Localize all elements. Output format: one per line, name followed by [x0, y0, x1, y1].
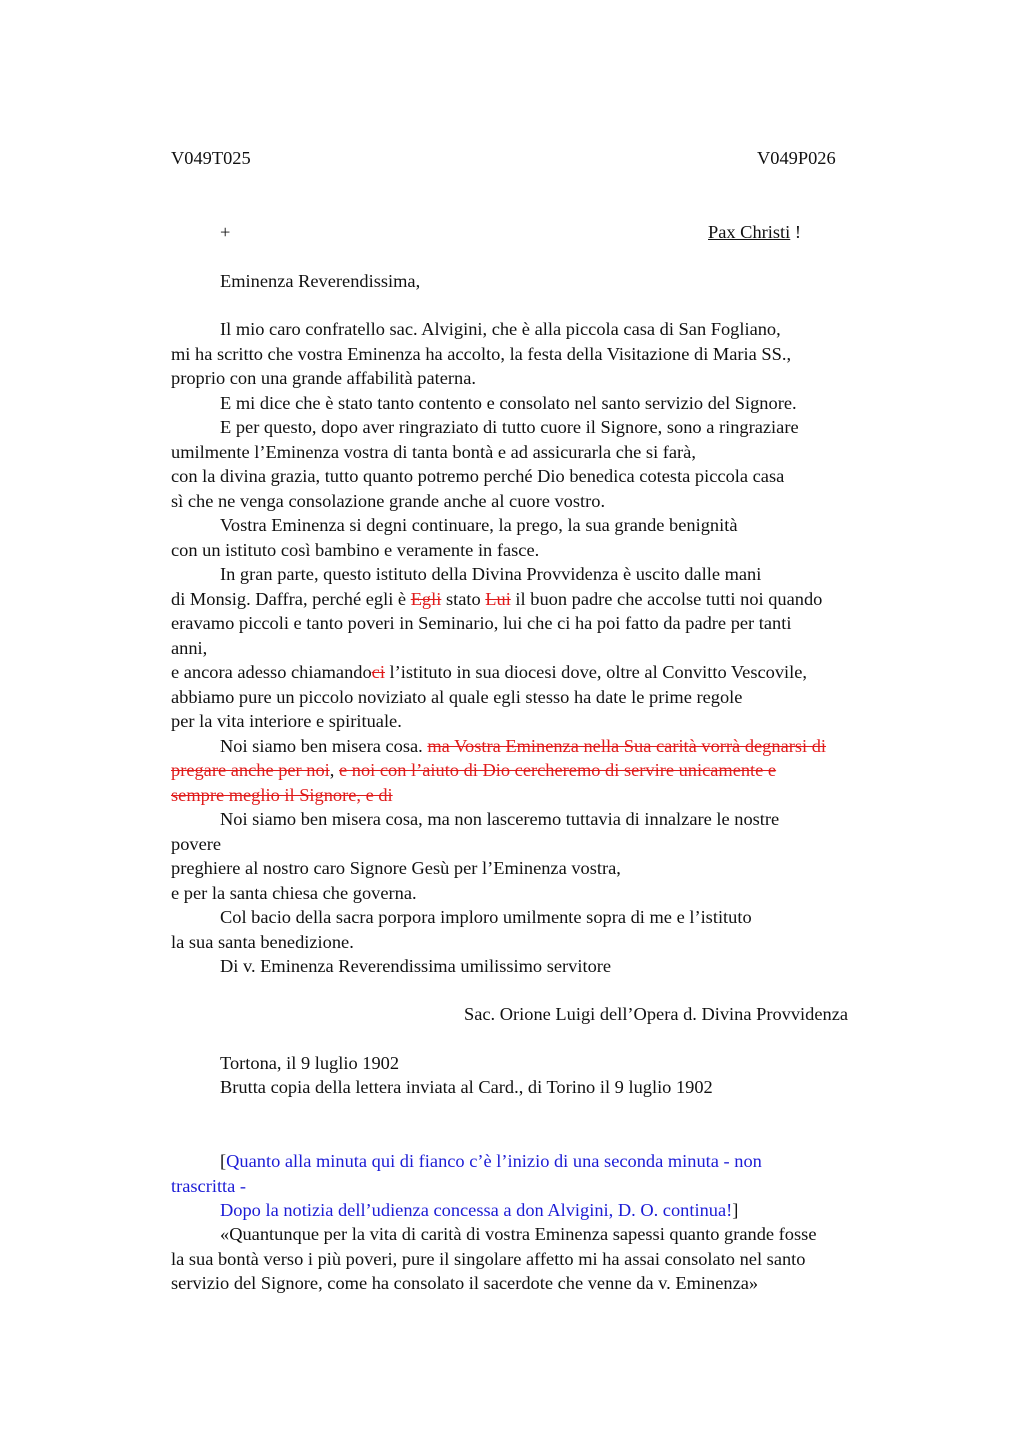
p5-line-5: [171, 660, 911, 685]
p5-line-4: anni,: [171, 637, 208, 658]
header-left-code: V049T025: [171, 148, 251, 168]
p1-line-3: proprio con una grande affabilità paterna.: [171, 368, 477, 388]
header-right-code: V049P026: [757, 148, 836, 168]
deleted-text: ma Vostra Eminenza nella Sua carità vorrà degnarsi di: [427, 735, 827, 756]
deleted-text: pregare anche per noi: [171, 760, 330, 780]
salutation: Eminenza Reverendissima,: [220, 271, 421, 291]
closing-line: Di v. Eminenza Reverendissima umilissimo servitore: [220, 956, 612, 976]
p5-l2-c: il buon padre che accolse tutti noi quando: [510, 588, 823, 609]
p2-line-1: E mi dice che è stato tanto contento e consolato nel santo servizio del Signore.: [220, 392, 797, 413]
p3-line-4: sì che ne venga consolazione grande anche al cuore vostro.: [171, 490, 606, 511]
p7-line-4: e per la santa chiesa che governa.: [171, 882, 417, 903]
p1-line-1: Il mio caro confratello sac. Alvigini, che è alla piccola casa di San Fogliano,: [220, 319, 781, 339]
deleted-text: sempre meglio il Signore, e di: [171, 784, 393, 805]
cross-symbol: +: [220, 222, 231, 242]
quote-line-1: «Quantunque per la vita di carità di vostra Eminenza sapessi quanto grande fosse: [220, 1224, 817, 1244]
p5-line-6: abbiamo pure un piccolo noviziato al quale egli stesso ha date le prime regole: [171, 686, 743, 707]
pax-christi: [708, 220, 801, 245]
deleted-text: Lui: [485, 588, 511, 609]
p4-line-1: Vostra Eminenza si degni continuare, la prego, la sua grande benignità: [220, 515, 738, 535]
place-date: Tortona, il 9 luglio 1902: [220, 1053, 400, 1073]
p5-l5-b: l’istituto in sua diocesi dove, oltre al Convitto Vescovile,: [384, 662, 808, 682]
p1-line-2: mi ha scritto che vostra Eminenza ha accolto, la festa della Visitazione di Maria SS.,: [171, 343, 792, 364]
p5-line-1: In gran parte, questo istituto della Divina Provvidenza è uscito dalle mani: [220, 564, 762, 584]
p7-line-1: Noi siamo ben misera cosa, ma non lasceremo tuttavia di innalzare le nostre: [220, 809, 780, 829]
editor-note-line-1: [220, 1149, 762, 1174]
deleted-text: ci: [371, 662, 385, 682]
bracket-open: [: [220, 1151, 227, 1171]
p7-line-2: povere: [171, 833, 222, 854]
p6-l2-sep: ,: [329, 760, 339, 780]
editor-note-text: Quanto alla minuta qui di fianco c’è l’inizio di una seconda minuta - non: [226, 1151, 762, 1171]
p6-line-3: [171, 783, 911, 808]
p3-line-3: con la divina grazia, tutto quanto potremo perché Dio benedica cotesta piccola casa: [171, 466, 785, 486]
p8-line-1: Col bacio della sacra porpora imploro umilmente sopra di me e l’istituto: [220, 907, 752, 927]
p7-line-3: preghiere al nostro caro Signore Gesù per l’Eminenza vostra,: [171, 858, 621, 878]
p3-line-2: umilmente l’Eminenza vostra di tanta bontà e ad assicurarla che si farà,: [171, 441, 696, 462]
pax-christi-punct: !: [790, 222, 801, 242]
p8-line-2: la sua santa benedizione.: [171, 931, 354, 952]
editor-note-line-3: [220, 1198, 738, 1223]
p5-line-7: per la vita interiore e spirituale.: [171, 711, 402, 731]
p4-line-2: con un istituto così bambino e veramente in fasce.: [171, 539, 540, 560]
p5-l2-a: di Monsig. Daffra, perché egli è: [171, 588, 411, 609]
p5-line-2: [171, 587, 911, 612]
p6-line-2: [171, 758, 911, 783]
p5-l5-a: e ancora adesso chiamando: [171, 662, 372, 682]
bracket-close: ]: [732, 1200, 739, 1220]
p5-l2-b: stato: [441, 588, 486, 609]
p6-l1-a: Noi siamo ben misera cosa.: [220, 735, 428, 756]
editor-note-line-2: trascritta -: [171, 1176, 247, 1196]
copy-note: Brutta copia della lettera inviata al Card., di Torino il 9 luglio 1902: [220, 1077, 713, 1097]
p3-line-1: E per questo, dopo aver ringraziato di tutto cuore il Signore, sono a ringraziare: [220, 417, 799, 437]
letter-body: [171, 317, 911, 979]
editor-note-text: Dopo la notizia dell’udienza concessa a don Alvigini, D. O. continua!: [220, 1200, 733, 1220]
pax-christi-text: Pax Christi: [708, 222, 791, 242]
quote-line-2: la sua bontà verso i più poveri, pure il singolare affetto mi ha assai consolato nel santo: [171, 1249, 806, 1269]
quote-line-3: servizio del Signore, come ha consolato il sacerdote che venne da v. Eminenza»: [171, 1273, 759, 1293]
p6-line-1: [171, 734, 911, 759]
p5-line-3: eravamo piccoli e tanto poveri in Seminario, lui che ci ha poi fatto da padre per tanti: [171, 613, 792, 633]
signature: Sac. Orione Luigi dell’Opera d. Divina Provvidenza: [464, 1004, 849, 1024]
deleted-text: e noi con l’aiuto di Dio cercheremo di servire unicamente e: [338, 760, 777, 780]
deleted-text: Egli: [410, 588, 442, 609]
